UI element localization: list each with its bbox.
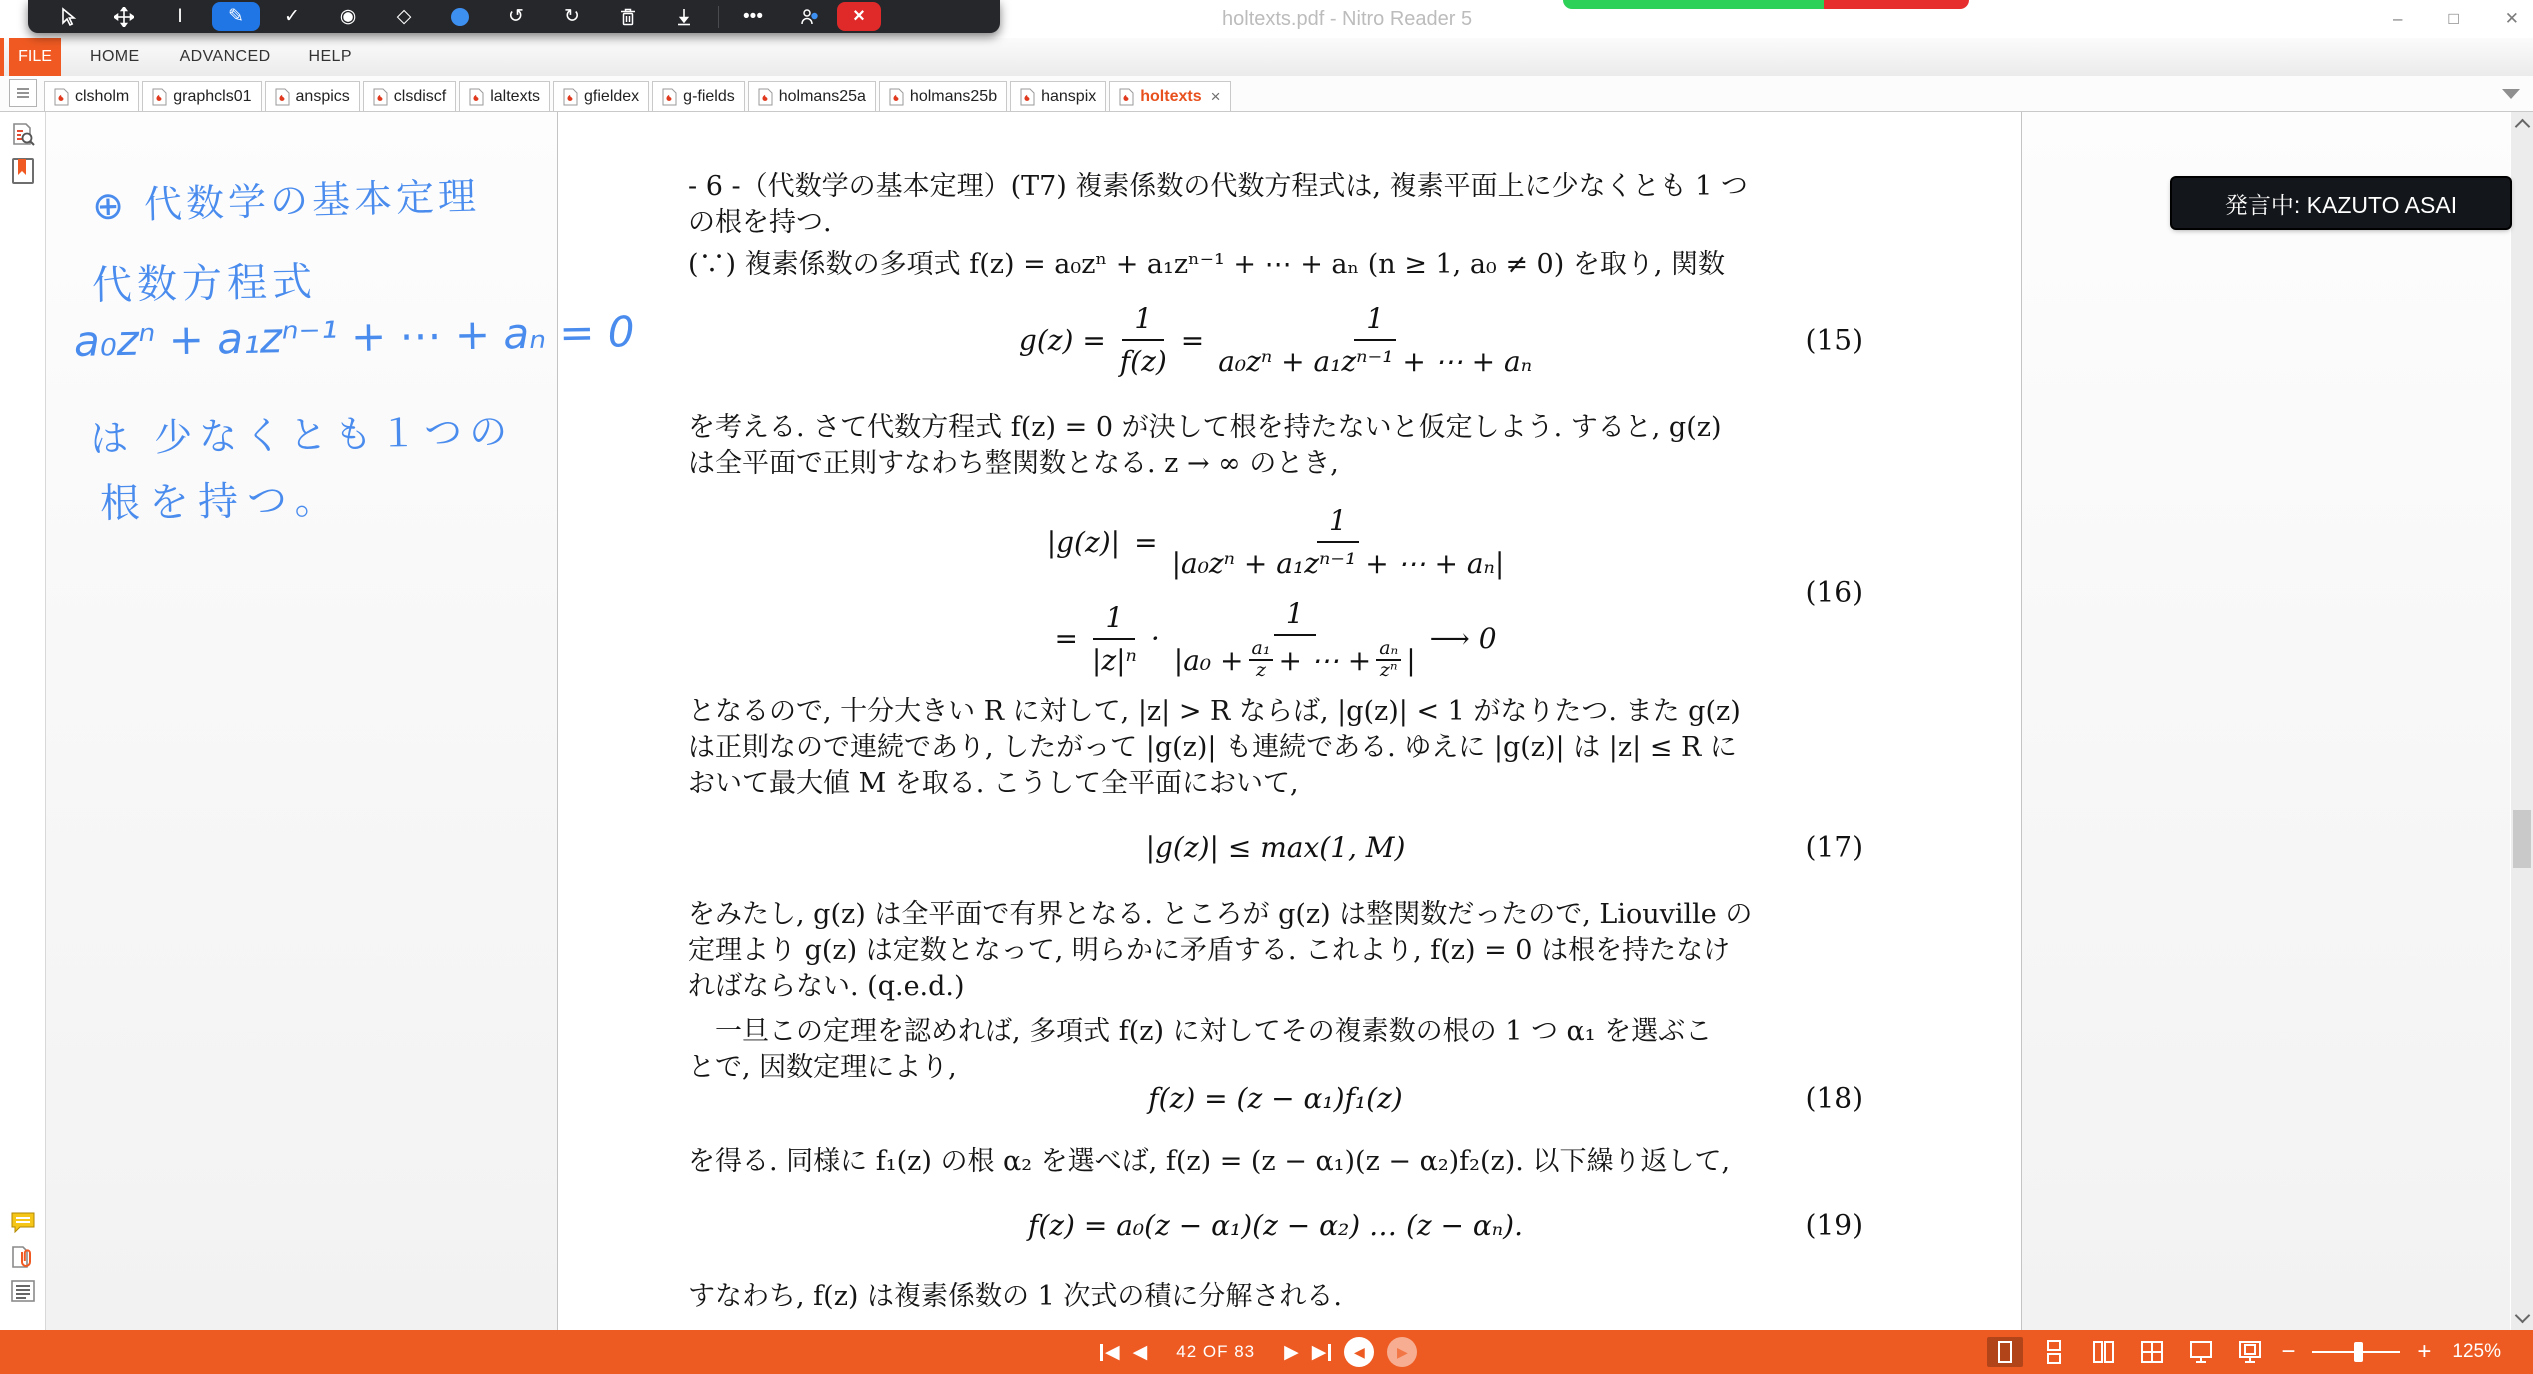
trash-icon[interactable] xyxy=(600,2,656,31)
doc-line: を得る. 同様に f₁(z) の根 α₂ を選べば, f(z) = (z − α₁)(z − α₂)f₂(z). 以下繰り返して, xyxy=(688,1146,1731,1177)
pdf-page xyxy=(557,112,2022,1330)
doc-line: をみたし, g(z) は全平面で有界となる. ところが g(z) は整関数だったので, Liouville の xyxy=(688,899,1753,930)
equation-number: (15) xyxy=(1805,323,1863,357)
tab-gfieldex[interactable]: gfieldex xyxy=(553,81,649,111)
undo-icon[interactable]: ↺ xyxy=(508,6,524,27)
window-title: holtexts.pdf - Nitro Reader 5 xyxy=(1222,8,1473,30)
blue-color-dot xyxy=(451,8,469,26)
tab-close-icon[interactable]: × xyxy=(1210,86,1221,106)
equation-18: f(z) = (z − α₁)f₁(z) (18) xyxy=(1148,1081,1863,1115)
document-tab-bar xyxy=(0,76,2533,112)
tab-holmans25b[interactable]: holmans25b xyxy=(879,81,1007,111)
equation-number: (16) xyxy=(1805,575,1863,609)
doc-line: 定理より g(z) は定数となって, 明らかに矛盾する. これより, f(z) = 0 は根を持たなけ xyxy=(688,935,1731,966)
more-options-icon[interactable]: ••• xyxy=(743,5,763,27)
fullscreen-view-icon[interactable] xyxy=(2183,1337,2219,1367)
doc-line: は全平面で正則すなわち整関数となる. z → ∞ のとき, xyxy=(688,448,1339,479)
menu-advanced[interactable]: ADVANCED xyxy=(179,48,271,65)
status-bar xyxy=(0,1330,2533,1374)
doc-line: を考える. さて代数方程式 f(z) = 0 が決して根を持たないと仮定しよう. すると, g(z) xyxy=(688,412,1722,443)
layout-facing-icon[interactable] xyxy=(2085,1337,2121,1367)
tab-anspics[interactable]: anspics xyxy=(265,81,360,111)
laser-pointer-icon[interactable]: ◉ xyxy=(339,6,357,27)
doc-line: おいて最大値 M を取る. こうして全平面において, xyxy=(688,768,1299,799)
handwriting-line: a₀zⁿ + a₁zⁿ⁻¹ + ⋯ + aₙ = 0 xyxy=(73,307,635,366)
doc-line: とで, 因数定理により, xyxy=(688,1052,957,1083)
zoom-out-button[interactable]: − xyxy=(2281,1338,2296,1365)
doc-line: は正則なので連続であり, したがって |g(z)| も連続である. ゆえに |g(z)| は |z| ≤ R に xyxy=(688,732,1737,763)
last-page-button[interactable]: ▶ xyxy=(1312,1341,1332,1364)
screenshare-green-bar[interactable] xyxy=(1563,0,1824,9)
first-page-button[interactable]: ◀ xyxy=(1100,1341,1120,1364)
bookmarks-panel-icon[interactable] xyxy=(8,156,38,186)
scroll-up-icon[interactable] xyxy=(2515,119,2531,135)
outline-panel-icon[interactable] xyxy=(8,1276,38,1306)
equation-number: (18) xyxy=(1805,1081,1863,1115)
minimize-button[interactable]: – xyxy=(2393,9,2403,28)
tab-holmans25a[interactable]: holmans25a xyxy=(748,81,876,111)
layout-grid-icon[interactable] xyxy=(2134,1337,2170,1367)
handwriting-line: は 少なくとも１つの xyxy=(89,409,515,461)
toolbar-separator xyxy=(718,6,719,28)
text-tool-icon[interactable]: I xyxy=(177,5,183,27)
doc-line: 一旦この定理を認めれば, 多項式 f(z) に対してその複素数の根の 1 つ α₁ を選ぶこ xyxy=(688,1016,1713,1047)
tab-g-fields[interactable]: g-fields xyxy=(652,81,745,111)
tab-overflow-dropdown-icon[interactable] xyxy=(2502,89,2520,99)
menu-home[interactable]: HOME xyxy=(90,48,140,65)
tab-holtexts-active[interactable]: holtexts × xyxy=(1109,81,1230,111)
tab-clsholm[interactable]: clsholm xyxy=(44,81,139,111)
equation-number: (19) xyxy=(1805,1208,1863,1242)
menu-help[interactable]: HELP xyxy=(308,48,352,65)
tab-laltexts[interactable]: laltexts xyxy=(459,81,550,111)
eraser-tool-icon[interactable]: ◇ xyxy=(396,6,412,27)
handwriting-line: ⊕ 代数学の基本定理 xyxy=(91,173,481,229)
presentation-view-icon[interactable] xyxy=(2232,1337,2268,1367)
pages-panel-icon[interactable] xyxy=(9,79,37,107)
tab-graphcls01[interactable]: graphcls01 xyxy=(142,81,261,111)
scroll-down-icon[interactable] xyxy=(2515,1308,2531,1324)
doc-line: となるので, 十分大きい R に対して, |z| > R ならば, |g(z)| < 1 がなりたつ. また g(z) xyxy=(688,696,1741,727)
document-viewport[interactable] xyxy=(46,112,2510,1330)
page-indicator[interactable]: 42 OF 83 xyxy=(1176,1342,1256,1361)
left-panel-sidebar xyxy=(0,112,46,1330)
equation-19: f(z) = a₀(z − α₁)(z − α₂) … (z − αₙ). (19) xyxy=(1028,1208,1863,1242)
layout-continuous-icon[interactable] xyxy=(2036,1337,2072,1367)
history-back-button[interactable]: ◀ xyxy=(1344,1337,1374,1367)
cursor-tool-icon[interactable] xyxy=(40,2,96,31)
handwriting-line: 代数方程式 xyxy=(91,259,318,309)
doc-line: (∵) 複素係数の多項式 f(z) = a₀zⁿ + a₁zⁿ⁻¹ + ⋯ + aₙ (n ≥ 1, a₀ ≠ 0) を取り, 関数 xyxy=(688,249,1725,280)
color-swatch-icon[interactable] xyxy=(432,2,488,31)
equation-16: |g(z)| = $\frac{1}{\text{|a₀zⁿ + a₁zⁿ⁻¹ + ⋯ + aₙ|}}$ = $\frac{1}{\text{|z|ⁿ}}$ · 1 |a₀ + $\frac{\text{a₁}}{z}$ + ⋯ + $\frac{\text{aₙ}}{\text{zⁿ}}$ | ⟶ 0 (16) xyxy=(1046,504,1863,682)
annotation-toolbar xyxy=(28,0,1000,33)
doc-line: すなわち, f(z) は複素係数の 1 次式の積に分解される. xyxy=(688,1281,1342,1312)
window-close-button[interactable]: ✕ xyxy=(2504,9,2519,28)
menu-bar xyxy=(0,38,2533,77)
zoom-controls xyxy=(1987,1330,2501,1374)
doc-line: ればならない. (q.e.d.) xyxy=(688,971,965,1002)
vertical-scrollbar[interactable] xyxy=(2511,112,2533,1330)
page-navigation xyxy=(1100,1330,1417,1374)
equation-15: g(z) = $\frac{1}{f(z)}$ = $\frac{1}{\text{a₀zⁿ + a₁zⁿ⁻¹ + ⋯ + aₙ}}$ (15) xyxy=(1018,302,1863,378)
annotation-close-icon[interactable]: × xyxy=(837,2,881,31)
zoom-slider[interactable] xyxy=(2312,1351,2400,1353)
page-preview-icon[interactable] xyxy=(8,120,38,150)
next-page-button[interactable]: ▶ xyxy=(1284,1341,1299,1363)
history-forward-button[interactable]: ▶ xyxy=(1387,1337,1417,1367)
move-tool-icon[interactable] xyxy=(96,2,152,31)
tab-hanspix[interactable]: hanspix xyxy=(1010,81,1106,111)
pen-tool-icon[interactable]: ✎ xyxy=(212,2,260,31)
previous-page-button[interactable]: ◀ xyxy=(1132,1341,1148,1363)
tab-clsdiscf[interactable]: clsdiscf xyxy=(363,81,456,111)
zoom-level-label[interactable]: 125% xyxy=(2452,1341,2501,1362)
screenshare-stop-bar[interactable] xyxy=(1824,0,1969,9)
speaker-badge: 発言中: KAZUTO ASAI xyxy=(2172,178,2510,228)
check-tool-icon[interactable]: ✓ xyxy=(284,6,300,27)
nitro-logo-sliver xyxy=(0,38,4,76)
handwriting-line: 根を持つ。 xyxy=(99,476,344,528)
zoom-slider-thumb[interactable] xyxy=(2354,1342,2363,1362)
maximize-button[interactable]: □ xyxy=(2448,9,2459,28)
doc-line: - 6 -（代数学の基本定理）(T7) 複素係数の代数方程式は, 複素平面上に少なくとも 1 つ xyxy=(688,171,1748,202)
attachments-panel-icon[interactable] xyxy=(8,1242,38,1272)
zoom-in-button[interactable]: + xyxy=(2417,1338,2432,1365)
redo-icon[interactable]: ↻ xyxy=(564,6,580,27)
equation-17: |g(z)| ≤ max(1, M) (17) xyxy=(1145,830,1863,864)
equation-number: (17) xyxy=(1805,830,1863,864)
scrollbar-thumb[interactable] xyxy=(2513,810,2531,868)
save-download-icon[interactable] xyxy=(656,2,712,31)
presenter-icon[interactable] xyxy=(781,2,837,31)
menu-file[interactable]: FILE xyxy=(9,38,61,76)
layout-single-page-icon[interactable] xyxy=(1987,1337,2023,1367)
doc-line: の根を持つ. xyxy=(688,207,832,238)
comments-panel-icon[interactable] xyxy=(8,1208,38,1238)
